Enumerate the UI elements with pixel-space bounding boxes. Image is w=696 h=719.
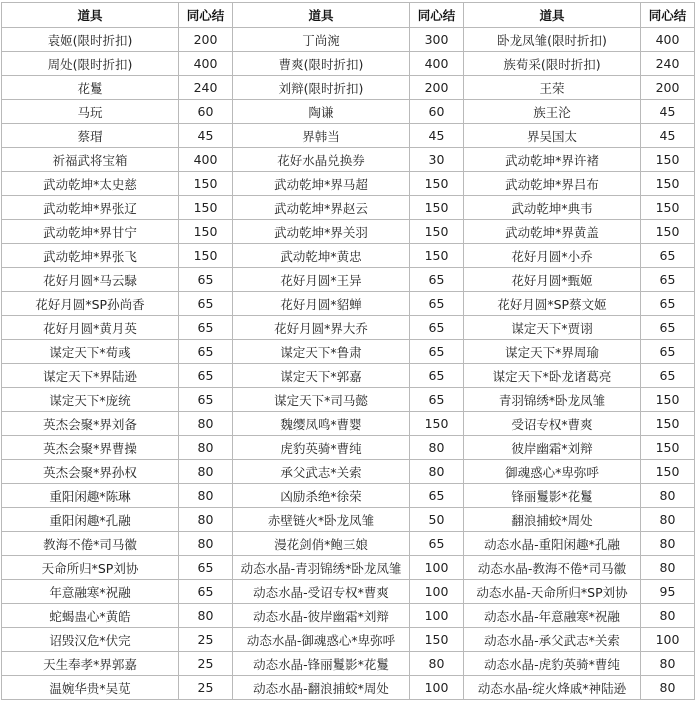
header-price-col-2: 同心结 [410, 3, 464, 28]
price-cell: 400 [179, 148, 233, 172]
item-name-cell: 谋定天下*鲁肃 [233, 340, 410, 364]
price-cell: 65 [410, 268, 464, 292]
item-name-cell: 武动乾坤*界张飞 [2, 244, 179, 268]
price-cell: 25 [179, 652, 233, 676]
item-name-cell: 卧龙凤雏(限时折扣) [464, 28, 641, 52]
table-row [2, 52, 695, 76]
price-cell: 100 [410, 580, 464, 604]
item-name-cell: 丁尚涴 [233, 28, 410, 52]
table-row [2, 244, 695, 268]
price-cell: 65 [179, 316, 233, 340]
price-cell: 300 [410, 28, 464, 52]
item-name-cell: 花好月圆*马云騄 [2, 268, 179, 292]
header-item-col-2: 道具 [233, 3, 410, 28]
item-name-cell: 花好月圆*黄月英 [2, 316, 179, 340]
price-cell: 100 [410, 604, 464, 628]
price-cell: 150 [179, 244, 233, 268]
item-name-cell: 武动乾坤*界赵云 [233, 196, 410, 220]
item-name-cell: 温婉华贵*吴苋 [2, 676, 179, 700]
item-name-cell: 动态水晶-天命所归*SP刘协 [464, 580, 641, 604]
item-name-cell: 重阳闲趣*陈琳 [2, 484, 179, 508]
price-cell: 150 [179, 172, 233, 196]
table-row [2, 172, 695, 196]
item-name-cell: 花好月圆*SP蔡文姬 [464, 292, 641, 316]
table-row [2, 676, 695, 700]
item-name-cell: 族王沦 [464, 100, 641, 124]
price-cell: 65 [179, 268, 233, 292]
table-row [2, 532, 695, 556]
item-name-cell: 武动乾坤*界马超 [233, 172, 410, 196]
item-name-cell: 花好月圆*貂蝉 [233, 292, 410, 316]
header-price-col-1: 同心结 [179, 3, 233, 28]
item-name-cell: 动态水晶-虎豹英骑*曹纯 [464, 652, 641, 676]
item-name-cell: 武动乾坤*界关羽 [233, 220, 410, 244]
price-cell: 50 [410, 508, 464, 532]
price-cell: 65 [410, 484, 464, 508]
item-name-cell: 凶励杀绝*徐荣 [233, 484, 410, 508]
price-cell: 100 [641, 628, 695, 652]
item-name-cell: 周处(限时折扣) [2, 52, 179, 76]
price-cell: 45 [179, 124, 233, 148]
price-cell: 80 [179, 436, 233, 460]
table-row [2, 364, 695, 388]
table-row [2, 628, 695, 652]
price-cell: 150 [179, 196, 233, 220]
item-name-cell: 陶谦 [233, 100, 410, 124]
item-name-cell: 翻浪捕蛟*周处 [464, 508, 641, 532]
item-name-cell: 武动乾坤*太史慈 [2, 172, 179, 196]
item-name-cell: 诏毁汉危*伏完 [2, 628, 179, 652]
item-name-cell: 曹爽(限时折扣) [233, 52, 410, 76]
item-name-cell: 教海不倦*司马徽 [2, 532, 179, 556]
item-name-cell: 天命所归*SP刘协 [2, 556, 179, 580]
header-item-col-1: 道具 [2, 3, 179, 28]
item-name-cell: 武动乾坤*界吕布 [464, 172, 641, 196]
price-cell: 80 [641, 676, 695, 700]
table-row [2, 220, 695, 244]
item-name-cell: 英杰会聚*界刘备 [2, 412, 179, 436]
price-cell: 65 [179, 388, 233, 412]
table-header [2, 3, 695, 28]
item-name-cell: 承父武志*关索 [233, 460, 410, 484]
table-row [2, 604, 695, 628]
item-name-cell: 彼岸幽霜*刘辩 [464, 436, 641, 460]
price-cell: 400 [410, 52, 464, 76]
price-cell: 65 [179, 580, 233, 604]
table-row [2, 28, 695, 52]
price-cell: 150 [410, 244, 464, 268]
item-name-cell: 谋定天下*荀彧 [2, 340, 179, 364]
price-cell: 65 [641, 292, 695, 316]
item-name-cell: 动态水晶-锋丽鬘影*花鬘 [233, 652, 410, 676]
item-name-cell: 赤壁链火*卧龙凤雏 [233, 508, 410, 532]
item-name-cell: 青羽锦绣*卧龙凤雏 [464, 388, 641, 412]
price-cell: 150 [641, 196, 695, 220]
item-name-cell: 马玩 [2, 100, 179, 124]
price-cell: 65 [410, 532, 464, 556]
price-cell: 25 [179, 628, 233, 652]
price-cell: 80 [410, 460, 464, 484]
item-name-cell: 魏缨凤鸣*曹婴 [233, 412, 410, 436]
item-name-cell: 武动乾坤*界甘宁 [2, 220, 179, 244]
price-cell: 80 [641, 556, 695, 580]
price-cell: 150 [179, 220, 233, 244]
price-cell: 65 [410, 364, 464, 388]
header-price-col-3: 同心结 [641, 3, 695, 28]
item-name-cell: 谋定天下*庞统 [2, 388, 179, 412]
price-cell: 25 [179, 676, 233, 700]
price-cell: 30 [410, 148, 464, 172]
price-cell: 60 [179, 100, 233, 124]
table-row [2, 436, 695, 460]
item-name-cell: 动态水晶-青羽锦绣*卧龙凤雏 [233, 556, 410, 580]
price-cell: 150 [641, 220, 695, 244]
item-name-cell: 动态水晶-御魂惑心*卑弥呼 [233, 628, 410, 652]
price-cell: 65 [641, 364, 695, 388]
item-name-cell: 武动乾坤*界张辽 [2, 196, 179, 220]
table-row [2, 292, 695, 316]
price-cell: 95 [641, 580, 695, 604]
price-cell: 80 [641, 484, 695, 508]
price-cell: 45 [641, 100, 695, 124]
item-name-cell: 动态水晶-绽火烽戚*神陆逊 [464, 676, 641, 700]
price-cell: 150 [410, 628, 464, 652]
item-name-cell: 谋定天下*贾诩 [464, 316, 641, 340]
table-row [2, 76, 695, 100]
table-row [2, 460, 695, 484]
item-name-cell: 动态水晶-承父武志*关索 [464, 628, 641, 652]
price-cell: 100 [410, 676, 464, 700]
price-cell: 80 [179, 412, 233, 436]
exchange-price-table [1, 2, 695, 700]
price-cell: 240 [179, 76, 233, 100]
price-cell: 150 [410, 220, 464, 244]
item-name-cell: 武动乾坤*界许褚 [464, 148, 641, 172]
header-row [2, 3, 695, 28]
table-row [2, 340, 695, 364]
item-name-cell: 花好月圆*甄姬 [464, 268, 641, 292]
price-cell: 240 [641, 52, 695, 76]
item-name-cell: 花好水晶兑换券 [233, 148, 410, 172]
price-cell: 60 [410, 100, 464, 124]
table-row [2, 316, 695, 340]
price-cell: 45 [641, 124, 695, 148]
item-name-cell: 谋定天下*界陆逊 [2, 364, 179, 388]
price-cell: 150 [641, 172, 695, 196]
item-name-cell: 虎豹英骑*曹纯 [233, 436, 410, 460]
item-name-cell: 动态水晶-翻浪捕蛟*周处 [233, 676, 410, 700]
table-body [2, 28, 695, 700]
item-name-cell: 武动乾坤*界黄盖 [464, 220, 641, 244]
item-name-cell: 花鬘 [2, 76, 179, 100]
price-cell: 45 [410, 124, 464, 148]
item-name-cell: 御魂惑心*卑弥呼 [464, 460, 641, 484]
price-cell: 200 [179, 28, 233, 52]
price-cell: 65 [410, 388, 464, 412]
table-row [2, 148, 695, 172]
price-cell: 65 [641, 316, 695, 340]
item-name-cell: 动态水晶-教海不倦*司马徽 [464, 556, 641, 580]
item-name-cell: 族荀采(限时折扣) [464, 52, 641, 76]
price-cell: 65 [410, 316, 464, 340]
item-name-cell: 蛇蝎蛊心*黄皓 [2, 604, 179, 628]
price-cell: 80 [641, 532, 695, 556]
item-name-cell: 武动乾坤*典韦 [464, 196, 641, 220]
item-name-cell: 谋定天下*卧龙诸葛亮 [464, 364, 641, 388]
table-row [2, 100, 695, 124]
item-name-cell: 天生奉孝*界郭嘉 [2, 652, 179, 676]
item-name-cell: 花好月圆*王异 [233, 268, 410, 292]
price-cell: 150 [410, 412, 464, 436]
item-name-cell: 刘辩(限时折扣) [233, 76, 410, 100]
item-name-cell: 谋定天下*界周瑜 [464, 340, 641, 364]
table-row [2, 652, 695, 676]
price-cell: 65 [179, 340, 233, 364]
item-name-cell: 武动乾坤*黄忠 [233, 244, 410, 268]
table-row [2, 508, 695, 532]
price-cell: 150 [641, 388, 695, 412]
item-name-cell: 年意融寒*祝融 [2, 580, 179, 604]
table-row [2, 412, 695, 436]
header-item-col-3: 道具 [464, 3, 641, 28]
item-name-cell: 英杰会聚*界孙权 [2, 460, 179, 484]
price-cell: 200 [641, 76, 695, 100]
item-name-cell: 受诏专权*曹爽 [464, 412, 641, 436]
price-cell: 80 [641, 508, 695, 532]
price-cell: 80 [410, 436, 464, 460]
price-cell: 400 [641, 28, 695, 52]
item-name-cell: 谋定天下*郭嘉 [233, 364, 410, 388]
price-cell: 65 [179, 292, 233, 316]
price-cell: 150 [641, 460, 695, 484]
item-name-cell: 袁姬(限时折扣) [2, 28, 179, 52]
price-cell: 80 [179, 604, 233, 628]
item-name-cell: 动态水晶-彼岸幽霜*刘辩 [233, 604, 410, 628]
price-cell: 80 [410, 652, 464, 676]
table-row [2, 580, 695, 604]
item-name-cell: 英杰会聚*界曹操 [2, 436, 179, 460]
item-name-cell: 动态水晶-重阳闲趣*孔融 [464, 532, 641, 556]
item-name-cell: 重阳闲趣*孔融 [2, 508, 179, 532]
price-cell: 80 [641, 604, 695, 628]
price-cell: 80 [179, 460, 233, 484]
price-cell: 65 [641, 244, 695, 268]
item-name-cell: 谋定天下*司马懿 [233, 388, 410, 412]
item-name-cell: 祈福武将宝箱 [2, 148, 179, 172]
price-cell: 65 [179, 556, 233, 580]
item-name-cell: 花好月圆*SP孙尚香 [2, 292, 179, 316]
price-cell: 150 [410, 172, 464, 196]
price-cell: 65 [410, 292, 464, 316]
price-cell: 80 [179, 508, 233, 532]
table-row [2, 556, 695, 580]
table-row [2, 268, 695, 292]
price-cell: 400 [179, 52, 233, 76]
price-cell: 65 [641, 340, 695, 364]
price-cell: 150 [641, 436, 695, 460]
item-name-cell: 蔡瑁 [2, 124, 179, 148]
item-name-cell: 动态水晶-年意融寒*祝融 [464, 604, 641, 628]
item-name-cell: 界韩当 [233, 124, 410, 148]
price-cell: 150 [641, 412, 695, 436]
item-name-cell: 漫花剑俏*鲍三娘 [233, 532, 410, 556]
table-row [2, 124, 695, 148]
price-cell: 200 [410, 76, 464, 100]
price-cell: 80 [179, 532, 233, 556]
item-name-cell: 动态水晶-受诏专权*曹爽 [233, 580, 410, 604]
price-cell: 65 [641, 268, 695, 292]
table-row [2, 388, 695, 412]
price-cell: 65 [179, 364, 233, 388]
price-cell: 100 [410, 556, 464, 580]
price-cell: 150 [641, 148, 695, 172]
item-name-cell: 王荣 [464, 76, 641, 100]
price-cell: 80 [641, 652, 695, 676]
table-row [2, 484, 695, 508]
price-cell: 65 [410, 340, 464, 364]
item-name-cell: 锋丽鬘影*花鬘 [464, 484, 641, 508]
item-name-cell: 界吴国太 [464, 124, 641, 148]
price-cell: 150 [410, 196, 464, 220]
item-name-cell: 花好月圆*界大乔 [233, 316, 410, 340]
price-cell: 80 [179, 484, 233, 508]
item-name-cell: 花好月圆*小乔 [464, 244, 641, 268]
table-row [2, 196, 695, 220]
